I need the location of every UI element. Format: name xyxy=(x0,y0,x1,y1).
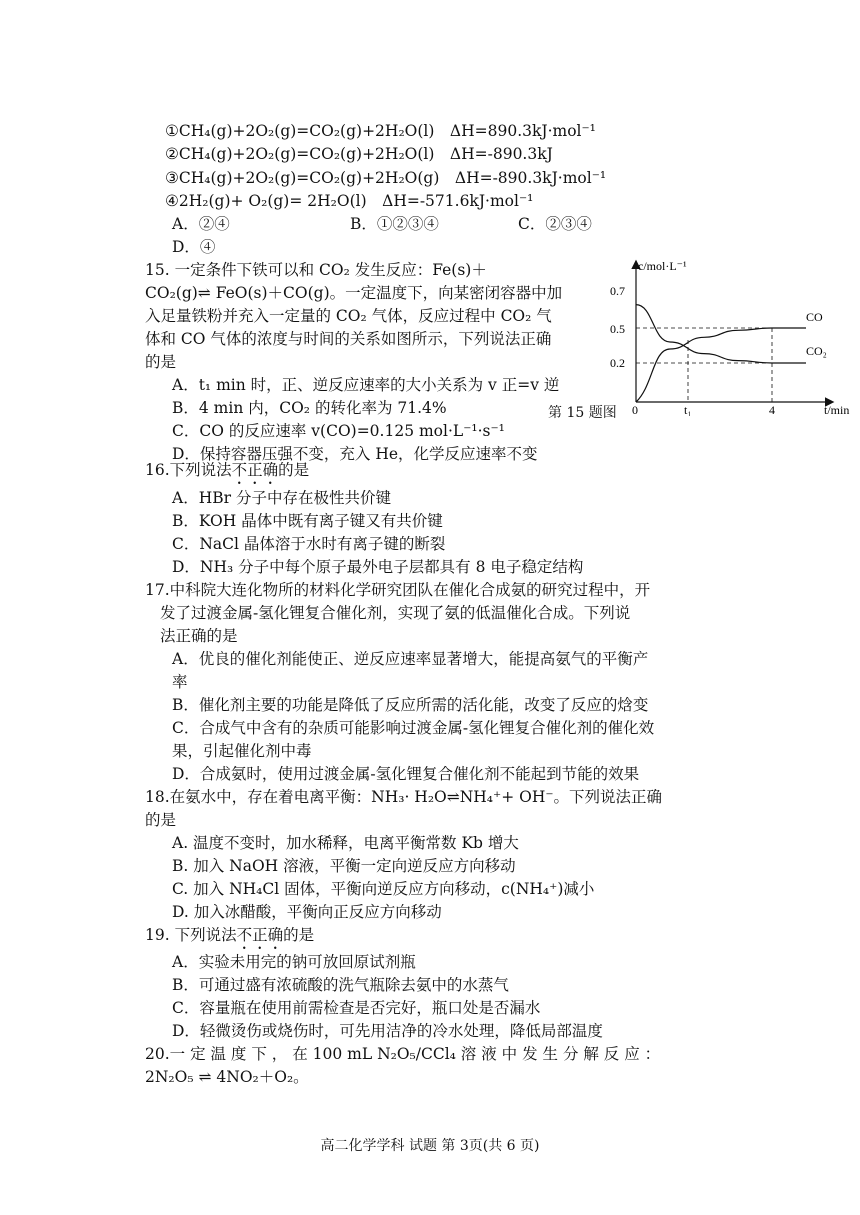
q19-option-d: D．轻微烫伤或烧伤时，可先用洁净的冷水处理，降低局部温度 xyxy=(172,1022,603,1040)
y-tick-label-1: 0.5 xyxy=(610,322,625,336)
q18-option-b: B. 加入 NaOH 溶液，平衡一定向逆反应方向移动 xyxy=(172,857,516,875)
q16-option-d: D．NH₃ 分子中每个原子最外电子层都具有 8 电子稳定结构 xyxy=(172,558,584,576)
q15-figure-caption: 第 15 题图 xyxy=(548,405,617,421)
q17-option-d: D．合成氨时，使用过渡金属-氢化锂复合催化剂不能起到节能的效果 xyxy=(172,765,640,783)
q15-stem-line-5: 的是 xyxy=(145,353,177,371)
q14-option-d: D．④ xyxy=(172,238,216,256)
q19-stem-pre: 19. 下列说法 xyxy=(145,926,237,944)
q14-option-b: B．①②③④ xyxy=(350,215,439,233)
y-axis-label: c/mol·L⁻¹ xyxy=(638,259,687,273)
series-co-label: CO xyxy=(806,310,823,324)
q16-option-b: B．KOH 晶体中既有离子键又有共价键 xyxy=(172,512,443,530)
q17-stem-line-2: 发了过渡金属-氢化锂复合催化剂，实现了氨的低温催化合成。下列说 xyxy=(160,604,631,622)
q19-stem xyxy=(145,924,314,953)
q17-stem-line-3: 法正确的是 xyxy=(160,627,238,645)
q16-stem-post: 的是 xyxy=(278,461,310,479)
q16-stem-pre: 16.下列说法 xyxy=(145,461,232,479)
q14-equation-4: ④2H₂(g)+ O₂(g)= 2H₂O(l) ΔH=-571.6kJ·mol⁻¹ xyxy=(165,192,534,210)
q14-option-c: C．②③④ xyxy=(518,215,592,233)
q19-option-a: A．实验未用完的钠可放回原试剂瓶 xyxy=(172,953,416,971)
q15-concentration-chart xyxy=(604,256,860,416)
q15-option-b: B．4 min 内，CO₂ 的转化率为 71.4% xyxy=(172,399,447,417)
q15-option-c: C．CO 的反应速率 v(CO)=0.125 mol·L⁻¹·s⁻¹ xyxy=(172,422,505,440)
q16-option-a: A．HBr 分子中存在极性共价键 xyxy=(172,489,391,507)
page-footer: 高二化学学科 试题 第 3页(共 6 页) xyxy=(320,1138,540,1154)
q17-option-c-line-2: 果，引起催化剂中毒 xyxy=(172,742,312,760)
q15-stem-line-1: 15. 一定条件下铁可以和 CO₂ 发生反应：Fe(s)＋ xyxy=(145,261,487,279)
q14-equation-3: ③CH₄(g)+2O₂(g)=CO₂(g)+2H₂O(g) ΔH=-890.3kJ·mol⁻¹ xyxy=(165,169,607,187)
x-tick-label-1: t₁ xyxy=(684,403,692,416)
x-tick-label-2: 4 xyxy=(769,403,775,416)
y-tick-label-2: 0.2 xyxy=(610,356,625,370)
y-tick-label-0: 0.7 xyxy=(610,284,625,298)
q17-option-b: B．催化剂主要的功能是降低了反应所需的活化能，改变了反应的焓变 xyxy=(172,696,649,714)
series-co-line xyxy=(636,328,806,402)
q15-stem-line-2: CO₂(g)⇌ FeO(s)＋CO(g)。一定温度下，向某密闭容器中加 xyxy=(145,284,563,302)
q19-option-c: C．容量瓶在使用前需检查是否完好，瓶口处是否漏水 xyxy=(172,999,541,1017)
q15-stem-line-3: 入足量铁粉并充入一定量的 CO₂ 气体，反应过程中 CO₂ 气 xyxy=(145,307,552,325)
q16-stem xyxy=(145,459,309,488)
q17-option-c-line-1: C．合成气中含有的杂质可能影响过渡金属-氢化锂复合催化剂的催化效 xyxy=(172,719,655,737)
q19-option-b: B．可通过盛有浓硫酸的洗气瓶除去氨中的水蒸气 xyxy=(172,976,509,994)
x-axis-label: t/min xyxy=(824,403,850,416)
q14-equation-2: ②CH₄(g)+2O₂(g)=CO₂(g)+2H₂O(l) ΔH=-890.3kJ xyxy=(165,145,553,163)
q19-stem-post: 的是 xyxy=(283,926,315,944)
q15-option-a: A．t₁ min 时，正、逆反应速率的大小关系为 v 正=v 逆 xyxy=(172,376,560,394)
q15-option-d: D．保持容器压强不变，充入 He，化学反应速率不变 xyxy=(172,445,538,463)
series-co2-label: CO₂ xyxy=(806,344,827,358)
q16-stem-emphasis: 不正确 xyxy=(231,461,279,479)
q17-option-a-line-1: A．优良的催化剂能使正、逆反应速率显著增大，能提高氨气的平衡产 xyxy=(172,650,649,668)
q19-stem-emphasis: 不正确 xyxy=(236,926,284,944)
q18-option-d: D. 加入冰醋酸，平衡向正反应方向移动 xyxy=(172,903,442,921)
q17-stem-line-1: 17.中科院大连化物所的材料化学研究团队在催化合成氨的研究过程中，开 xyxy=(145,581,651,599)
q14-option-a: A．②④ xyxy=(172,215,230,233)
q18-stem-line-1: 18.在氨水中，存在着电离平衡：NH₃· H₂O⇌NH₄⁺+ OH⁻。下列说法正确 xyxy=(145,788,663,806)
q16-option-c: C．NaCl 晶体溶于水时有离子键的断裂 xyxy=(172,535,446,553)
q17-option-a-line-2: 率 xyxy=(172,673,188,691)
q20-stem-line-2: 2N₂O₅ ⇌ 4NO₂＋O₂。 xyxy=(145,1068,309,1086)
q14-equation-1: ①CH₄(g)+2O₂(g)=CO₂(g)+2H₂O(l) ΔH=890.3kJ·mol⁻¹ xyxy=(165,122,596,140)
q18-option-a: A. 温度不变时，加水稀释，电离平衡常数 Kb 增大 xyxy=(172,834,519,852)
q18-stem-line-2: 的是 xyxy=(145,811,177,829)
x-tick-label-0: 0 xyxy=(632,403,638,416)
q20-stem-line-1: 20.一 定 温 度 下 ， 在 100 mL N₂O₅/CCl₄ 溶 液 中 发 生 分 解 反 应 ： xyxy=(145,1045,661,1063)
q18-option-c: C. 加入 NH₄Cl 固体，平衡向逆反应方向移动，c(NH₄⁺)减小 xyxy=(172,880,595,898)
q15-stem-line-4: 体和 CO 气体的浓度与时间的关系如图所示，下列说法正确 xyxy=(145,330,552,348)
